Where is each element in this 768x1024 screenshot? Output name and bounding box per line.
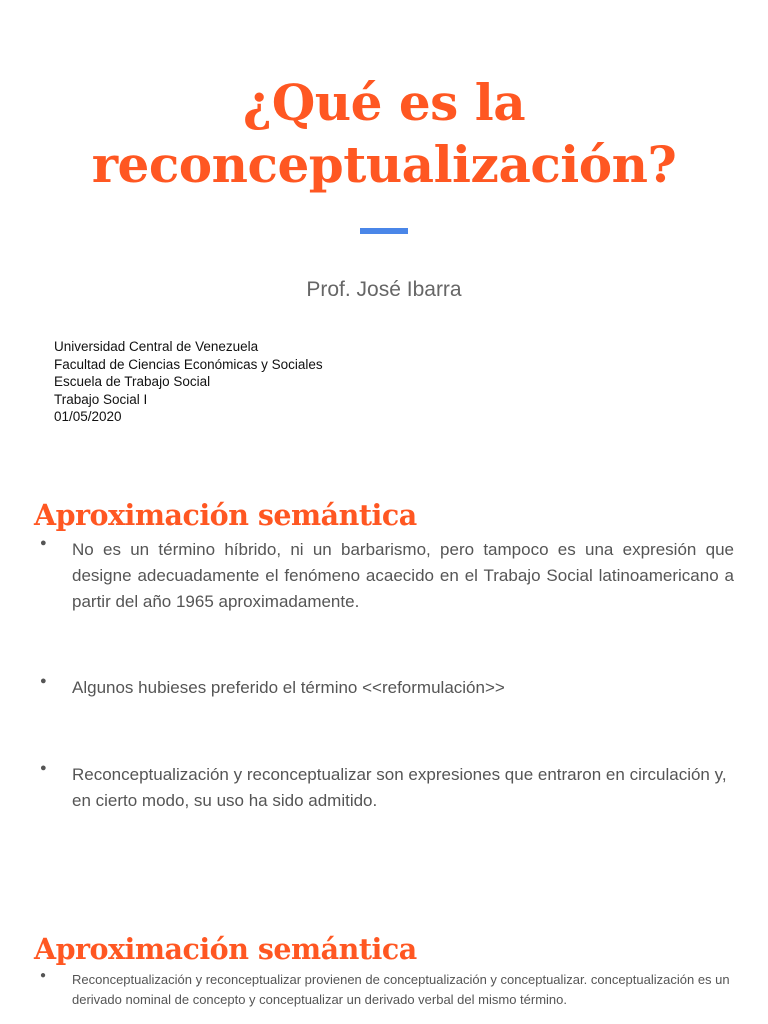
bullet-icon: ● (40, 762, 47, 774)
list-item (40, 970, 734, 1010)
slide-title (0, 72, 768, 196)
bullet-text: No es un término híbrido, ni un barbarismo, pero tampoco es una expresión que designe adecuadamente el fenómeno acaecido en el Trabajo Social latinoamericano a partir del año 1965 aproximadamente. (72, 540, 734, 611)
section-heading: Aproximación semántica (34, 931, 417, 966)
list-item (40, 537, 734, 615)
institution-line: Facultad de Ciencias Económicas y Sociales (54, 356, 323, 372)
bullet-text: Reconceptualización y reconceptualizar provienen de conceptualización y conceptualizar. conceptualización es un derivado nominal de concepto y conceptualizar un derivado verbal del mismo término. (72, 972, 730, 1007)
bullet-icon: ● (40, 970, 47, 981)
bullet-text: Algunos hubieses preferido el término <<reformulación>> (72, 678, 505, 697)
institution-line: Escuela de Trabajo Social (54, 374, 211, 390)
bullet-text: Reconceptualización y reconceptualizar son expresiones que entraron en circulación y, en cierto modo, su uso ha sido admitido. (72, 765, 727, 810)
bullet-icon: ● (40, 675, 47, 687)
date-line: 01/05/2020 (54, 409, 122, 425)
institution-block (54, 338, 323, 426)
list-item (40, 675, 734, 701)
slide-title-line-1: ¿Qué es la (242, 73, 526, 132)
institution-line: Trabajo Social I (54, 391, 148, 407)
section-heading: Aproximación semántica (34, 497, 417, 532)
slide-title-line-2: reconceptualización? (91, 135, 677, 194)
list-item (40, 762, 734, 814)
bullet-icon: ● (40, 537, 47, 549)
title-divider (360, 228, 408, 234)
institution-line: Universidad Central de Venezuela (54, 339, 259, 354)
title-slide (0, 0, 768, 440)
author-name: Prof. José Ibarra (306, 278, 462, 301)
